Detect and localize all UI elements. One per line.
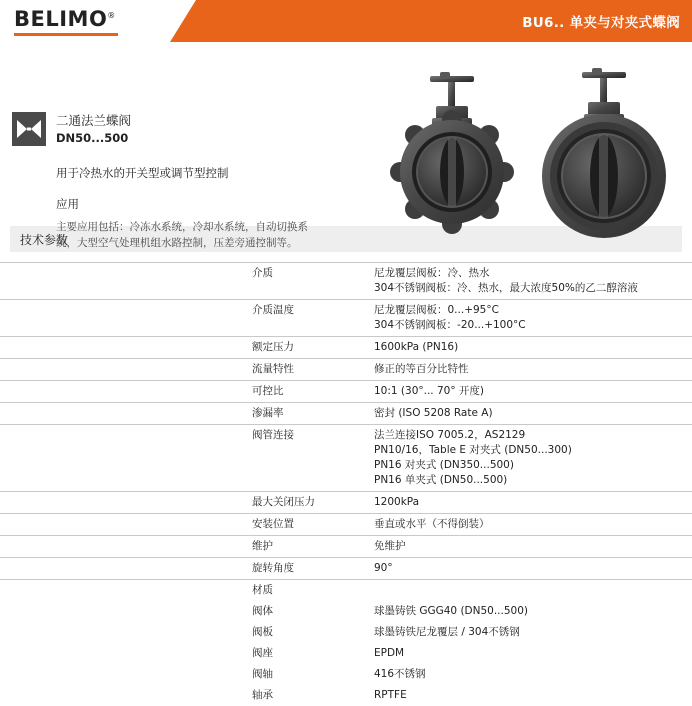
spec-value <box>374 664 692 685</box>
spec-value-line: 10:1 (30°... 70° 开度) <box>374 385 485 397</box>
spec-row <box>0 536 692 558</box>
spec-spacer <box>0 425 250 492</box>
spec-label: 可控比 <box>250 381 374 403</box>
brand-logo <box>0 0 170 42</box>
spec-label: 阀轴 <box>252 668 273 680</box>
spec-value-line: 密封 (ISO 5208 Rate A) <box>374 407 493 419</box>
spec-row <box>0 685 692 706</box>
spec-row <box>0 601 692 622</box>
spec-row <box>0 403 692 425</box>
spec-value-line: 球墨铸铁 GGG40 (DN50...500) <box>374 605 528 617</box>
spec-label: 阀板 <box>252 626 273 638</box>
intro-text-block <box>56 112 376 251</box>
spec-value <box>374 536 692 558</box>
spec-value-line: PN10/16，Table E 对夹式 (DN50...300) <box>374 444 572 456</box>
logo-underline <box>14 33 118 36</box>
spec-value <box>374 359 692 381</box>
spec-value <box>374 492 692 514</box>
spec-spacer <box>0 359 250 381</box>
spec-spacer <box>0 536 250 558</box>
spec-label: 介质 <box>250 263 374 300</box>
spec-value-line: 90° <box>374 562 393 574</box>
butterfly-valve-icon <box>12 112 46 146</box>
application-body: 主要应用包括：冷冻水系统，冷却水系统，自动切换系统，大型空气处理机组水路控制，压差旁通控制等。 <box>56 221 308 249</box>
spec-spacer <box>0 601 250 622</box>
spec-label: 阀座 <box>252 647 273 659</box>
spec-value-line: 304不锈钢阀板：冷、热水，最大浓度50%的乙二醇溶液 <box>374 282 638 294</box>
logo-registered-mark: ® <box>107 10 116 20</box>
spec-value-line: EPDM <box>374 647 405 659</box>
spec-label: 阀体 <box>252 605 273 617</box>
spec-row <box>0 425 692 492</box>
spec-row <box>0 300 692 337</box>
spec-value-line: 尼龙覆层阀板：0...+95°C <box>374 304 499 316</box>
spec-row <box>0 514 692 536</box>
application-heading: 应用 <box>56 197 79 211</box>
page-title: BU6.. 单夹与对夹式蝶阀 <box>522 15 680 31</box>
spec-spacer <box>0 403 250 425</box>
spec-value-line: 416不锈钢 <box>374 668 426 680</box>
spec-value <box>374 425 692 492</box>
spec-label: 流量特性 <box>250 359 374 381</box>
spec-value <box>374 580 692 602</box>
logo-wordmark <box>14 7 118 31</box>
spec-value <box>374 622 692 643</box>
spec-label: 阀管连接 <box>250 425 374 492</box>
spec-value <box>374 381 692 403</box>
spec-spacer <box>0 580 250 602</box>
section-title: 技术参数 <box>20 232 69 247</box>
spec-label: 介质温度 <box>250 300 374 337</box>
spec-row <box>0 664 692 685</box>
spec-spacer <box>0 263 250 300</box>
spec-value-line: 法兰连接ISO 7005.2，AS2129 <box>374 429 526 441</box>
spec-value-line: 1200kPa <box>374 496 420 508</box>
logo-text: BELIMO <box>14 6 108 31</box>
spec-spacer <box>0 514 250 536</box>
spec-value <box>374 337 692 359</box>
spec-label: 安装位置 <box>250 514 374 536</box>
spec-value <box>374 685 692 706</box>
spec-value-line: 球墨铸铁尼龙覆层 / 304不锈钢 <box>374 626 520 638</box>
spec-value-line: RPTFE <box>374 689 407 701</box>
spec-row <box>0 381 692 403</box>
product-illustration <box>384 64 684 239</box>
spec-label: 材质 <box>250 580 374 602</box>
spec-spacer <box>0 643 250 664</box>
spec-value <box>374 643 692 664</box>
spec-value-line: 免维护 <box>374 540 406 552</box>
spec-label: 渗漏率 <box>250 403 374 425</box>
spec-value <box>374 263 692 300</box>
header-slant-decoration <box>170 0 196 42</box>
spec-label: 最大关闭压力 <box>250 492 374 514</box>
spec-label: 轴承 <box>252 689 273 701</box>
spec-spacer <box>0 664 250 685</box>
spec-spacer <box>0 558 250 580</box>
spec-value <box>374 558 692 580</box>
spec-value <box>374 514 692 536</box>
spec-value-line: 修正的等百分比特性 <box>374 363 469 375</box>
spec-value <box>374 403 692 425</box>
spec-label: 额定压力 <box>250 337 374 359</box>
spec-value-line: 垂直或水平（不得倒装） <box>374 518 490 530</box>
spec-row <box>0 643 692 664</box>
page-header <box>0 0 692 42</box>
product-subtitle: DN50...500 <box>56 131 129 145</box>
spec-value-line: 304不锈钢阀板：-20...+100°C <box>374 319 526 331</box>
spec-value-line: 1600kPa (PN16) <box>374 341 459 353</box>
spec-row <box>0 580 692 602</box>
spec-label: 旋转角度 <box>250 558 374 580</box>
spec-table <box>0 262 692 706</box>
spec-spacer <box>0 492 250 514</box>
spec-spacer <box>0 381 250 403</box>
spec-row <box>0 359 692 381</box>
spec-spacer <box>0 300 250 337</box>
spec-value <box>374 300 692 337</box>
spec-row <box>0 263 692 300</box>
spec-spacer <box>0 685 250 706</box>
spec-value-line: 尼龙覆层阀板：冷、热水 <box>374 267 490 279</box>
product-description: 用于冷热水的开关型或调节型控制 <box>56 166 229 180</box>
spec-spacer <box>0 337 250 359</box>
spec-row <box>0 492 692 514</box>
spec-value <box>374 601 692 622</box>
spec-row <box>0 337 692 359</box>
spec-value-line: PN16 对夹式 (DN350...500) <box>374 459 514 471</box>
spec-label: 维护 <box>250 536 374 558</box>
header-title-bar <box>196 0 692 42</box>
spec-row <box>0 622 692 643</box>
spec-row <box>0 558 692 580</box>
product-title: 二通法兰蝶阀 <box>56 113 132 128</box>
spec-spacer <box>0 622 250 643</box>
spec-value-line: PN16 单夹式 (DN50...500) <box>374 474 508 486</box>
